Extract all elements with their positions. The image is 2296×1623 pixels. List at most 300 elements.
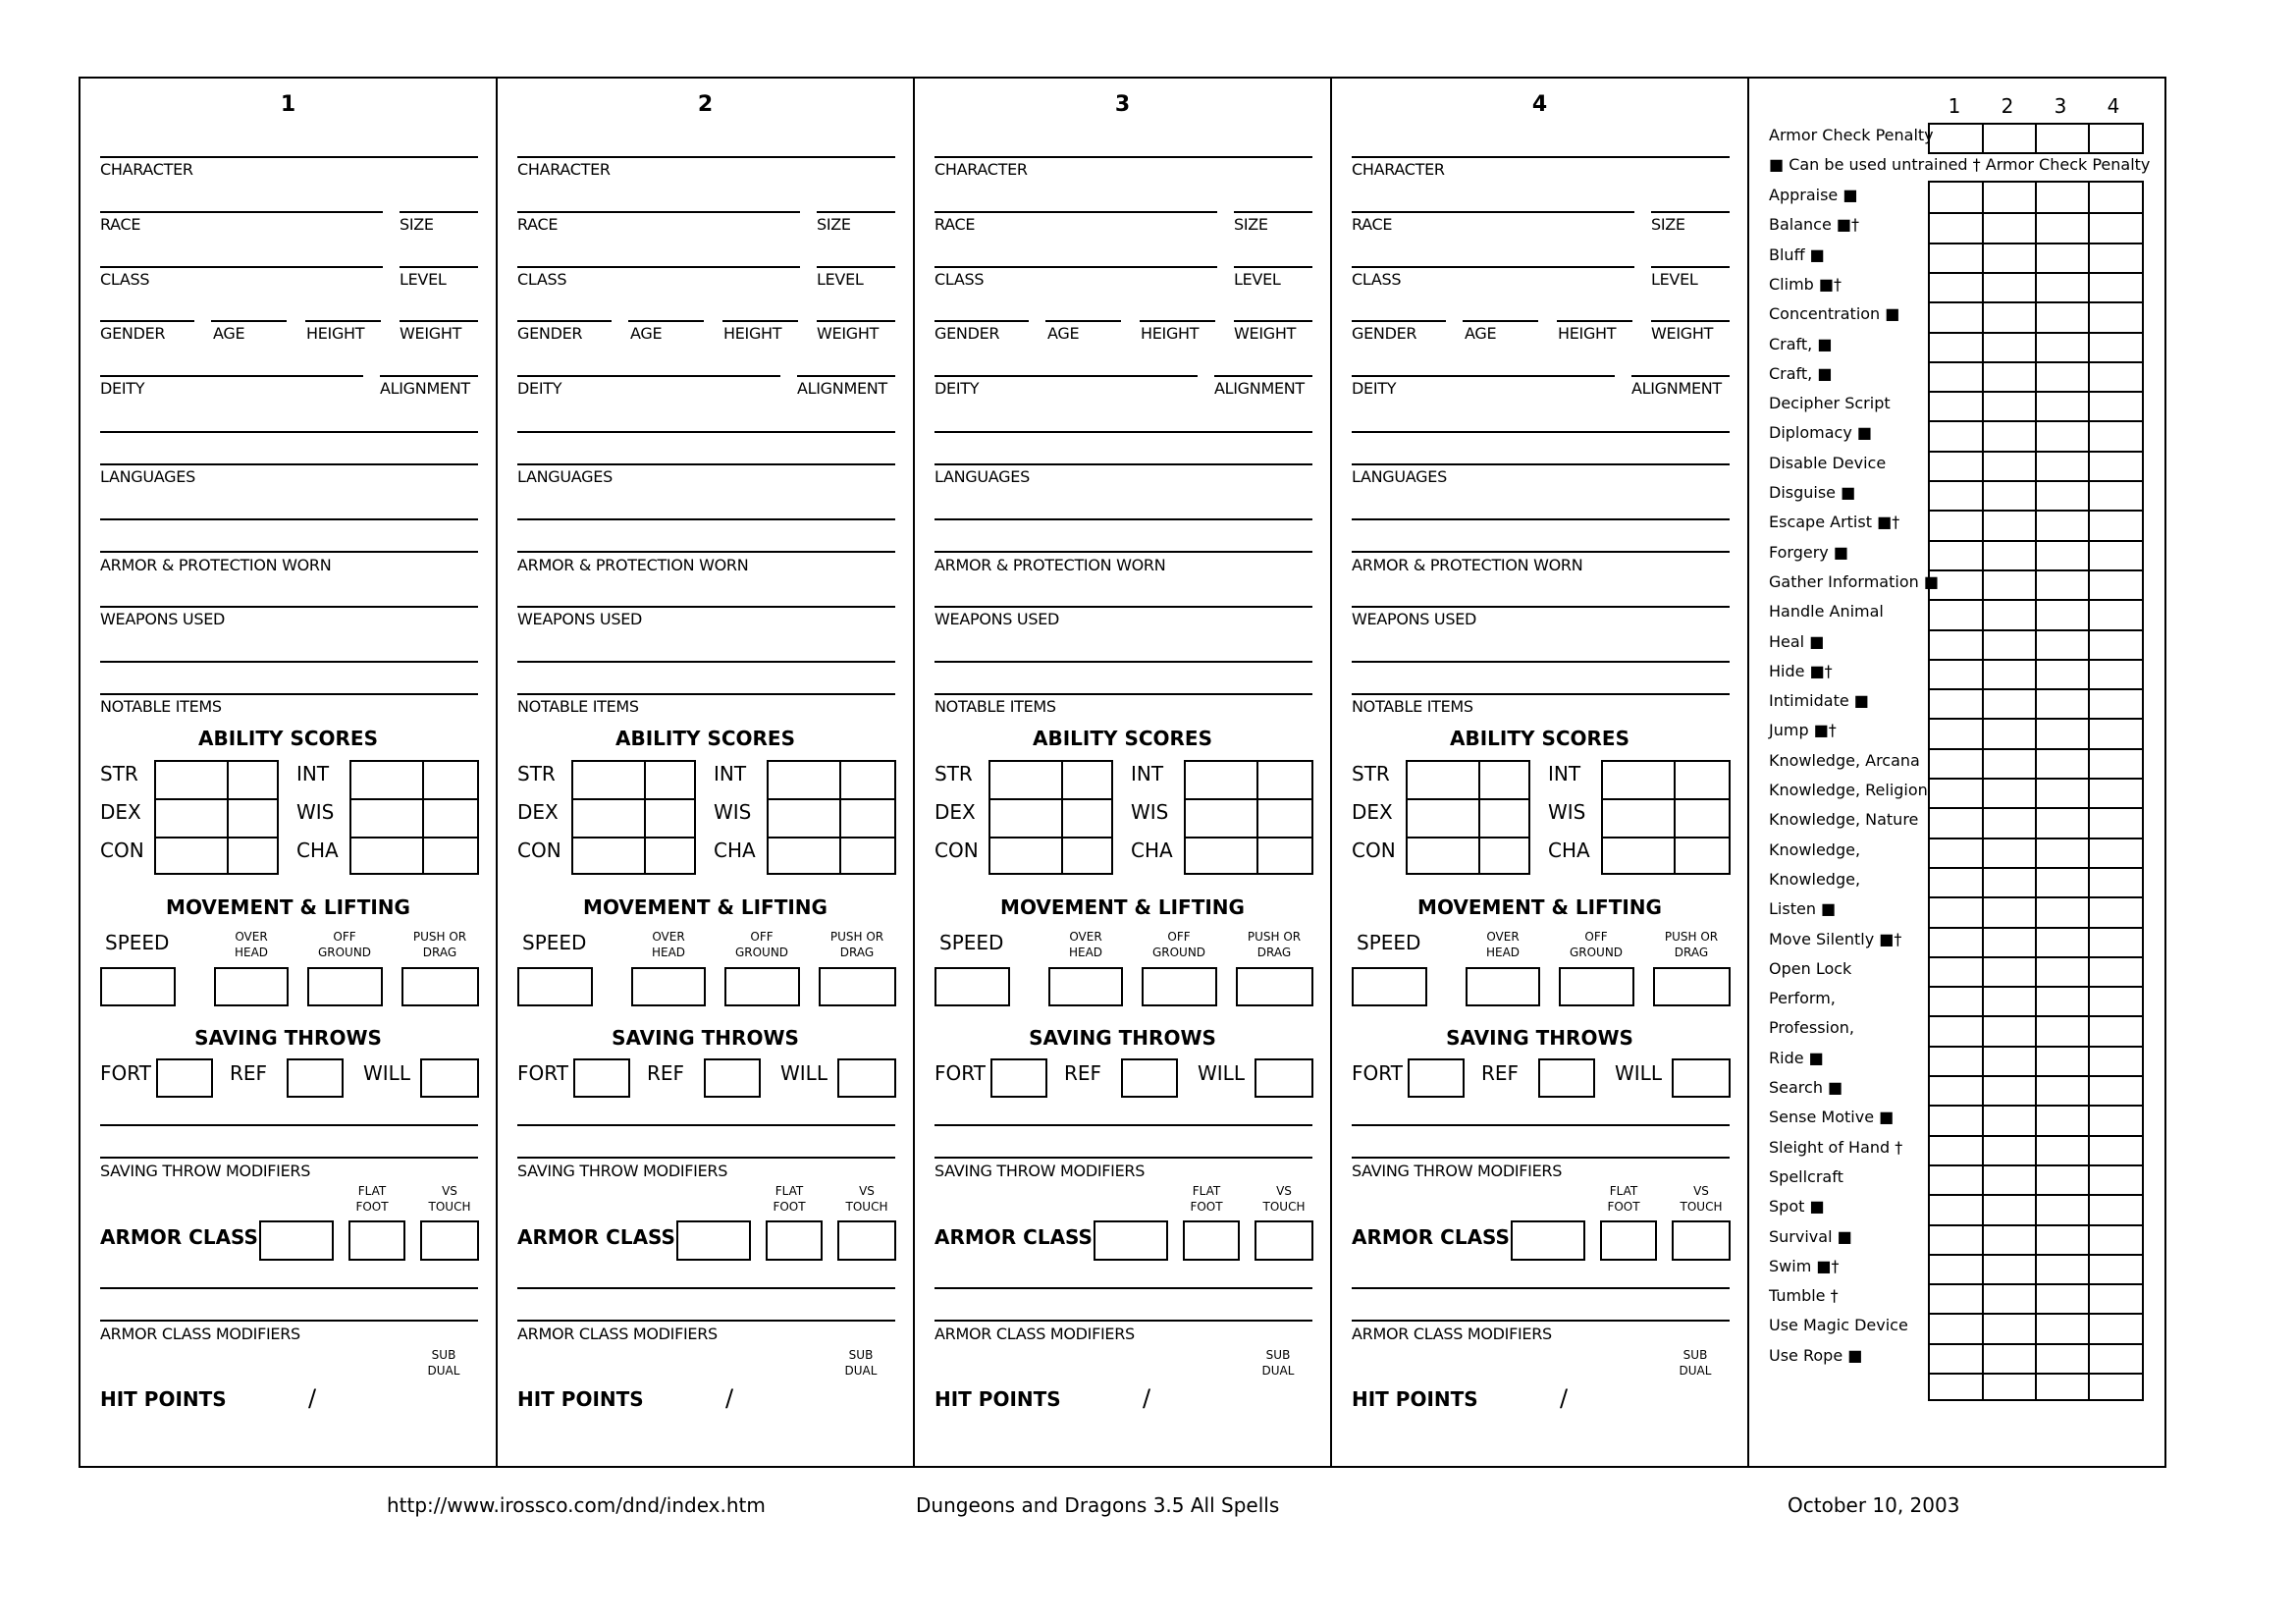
deity-line[interactable] [100,375,363,377]
blank-line[interactable] [100,661,478,663]
speed-box[interactable] [934,967,1010,1006]
mental-ability-grid[interactable] [767,760,896,875]
over-head-box[interactable] [1466,967,1540,1006]
ac-modifiers-line[interactable] [1352,1320,1730,1322]
off-ground-label [307,929,382,960]
ac-modifiers-line[interactable] [100,1320,478,1322]
deity-line[interactable] [517,375,780,377]
mental-ability-grid[interactable] [349,760,479,875]
weapons-line[interactable] [100,606,478,608]
weapons-label: WEAPONS USED [517,610,643,628]
age-line[interactable] [211,320,287,322]
wis-label: WIS [714,800,752,824]
sub-text: SUB [1265,1348,1291,1362]
height-line[interactable] [1140,320,1215,322]
flat-foot-box[interactable] [766,1220,823,1261]
character-label: CHARACTER [1352,160,1445,179]
cha-label: CHA [1131,839,1173,862]
ref-box[interactable] [287,1058,344,1098]
dual-text: DUAL [1679,1364,1712,1378]
wis-label: WIS [1548,800,1586,824]
armor-class-box[interactable] [1094,1220,1168,1261]
wis-label: WIS [296,800,335,824]
grid-divider [1930,599,2142,601]
grid-divider [1061,762,1063,873]
ref-box[interactable] [1121,1058,1178,1098]
notable-items-line[interactable] [934,693,1312,695]
armor-worn-label: ARMOR & PROTECTION WORN [517,556,749,574]
over-head-box[interactable] [1048,967,1123,1006]
skill-name: Appraise ■ [1769,186,1858,204]
class-label: CLASS [934,270,985,289]
fort-label: FORT [100,1061,151,1085]
sub-text: SUB [431,1348,456,1362]
physical-ability-grid[interactable] [571,760,696,875]
skill-name: Intimidate ■ [1769,691,1869,711]
off-ground-box[interactable] [1559,967,1634,1006]
dex-label: DEX [934,800,976,824]
skill-name: Disable Device [1769,453,1887,472]
weapons-label: WEAPONS USED [934,610,1060,628]
dex-label: DEX [1352,800,1393,824]
class-label: CLASS [517,270,567,289]
grid-divider [1930,1313,2142,1315]
sub-dual-label [1249,1347,1308,1379]
blank-line[interactable] [100,1124,478,1126]
grid-divider [1930,1373,2142,1375]
blank-line[interactable] [934,1124,1312,1126]
gender-line[interactable] [100,320,194,322]
over-head-label [214,929,289,960]
grid-divider [1930,867,2142,869]
dual-text: DUAL [1261,1364,1295,1378]
blank-line[interactable] [517,1124,895,1126]
character-line[interactable] [1352,156,1730,158]
fort-box[interactable] [1408,1058,1465,1098]
save-modifiers-label: SAVING THROW MODIFIERS [1352,1162,1563,1180]
weapons-label: WEAPONS USED [1352,610,1477,628]
hit-points-slash: / [725,1384,734,1412]
blank-line[interactable] [517,661,895,663]
blank-line[interactable] [100,431,478,433]
push-text: PUSH OR [1247,930,1302,944]
grid-divider [1930,301,2142,303]
size-line[interactable] [400,211,478,213]
blank-line[interactable] [1352,518,1730,520]
level-label: LEVEL [1651,270,1698,289]
flat-foot-label [1178,1183,1235,1215]
grid-divider [1930,956,2142,958]
skill-name: Tumble † [1769,1286,1839,1306]
race-line[interactable] [100,211,383,213]
languages-line[interactable] [517,463,895,465]
weight-label: WEIGHT [1651,324,1714,343]
save-modifiers-line[interactable] [100,1157,478,1159]
touch-text: TOUCH [1262,1200,1306,1214]
size-line[interactable] [1651,211,1730,213]
level-line[interactable] [400,266,478,268]
character-label: CHARACTER [517,160,611,179]
age-line[interactable] [628,320,704,322]
weapons-line[interactable] [934,606,1312,608]
race-line[interactable] [934,211,1217,213]
flat-foot-box[interactable] [1183,1220,1240,1261]
notable-items-line[interactable] [517,693,895,695]
grid-divider [1930,986,2142,988]
grid-divider [422,762,424,873]
column-number: 1 [280,92,296,117]
armor-worn-line[interactable] [517,551,895,553]
grid-divider [1930,838,2142,839]
blank-line[interactable] [517,518,895,520]
notable-items-line[interactable] [1352,693,1730,695]
skill-name: Forgery ■ [1769,542,1848,562]
blank-line[interactable] [934,518,1312,520]
grid-divider [573,837,694,839]
saving-throws-heading: SAVING THROWS [612,1026,799,1050]
gender-line[interactable] [517,320,612,322]
level-line[interactable] [1234,266,1312,268]
off-ground-label [724,929,799,960]
class-line[interactable] [934,266,1217,268]
ground-text: GROUND [734,946,789,959]
head-text: HEAD [234,946,269,959]
int-label: INT [1131,762,1164,785]
race-line[interactable] [1352,211,1634,213]
speed-label: SPEED [939,931,1004,954]
blank-line[interactable] [1352,431,1730,433]
flat-foot-label [761,1183,818,1215]
gender-label: GENDER [517,324,583,343]
off-ground-box[interactable] [307,967,383,1006]
blank-line[interactable] [1352,1287,1730,1289]
blank-line[interactable] [934,431,1312,433]
save-modifiers-line[interactable] [1352,1157,1730,1159]
dex-label: DEX [100,800,141,824]
gender-line[interactable] [1352,320,1446,322]
grid-divider [573,798,694,800]
grid-divider [1930,778,2142,780]
ref-box[interactable] [704,1058,761,1098]
weapons-line[interactable] [517,606,895,608]
level-label: LEVEL [817,270,864,289]
gender-label: GENDER [100,324,166,343]
age-label: AGE [213,324,245,343]
int-label: INT [714,762,747,785]
skill-name: Move Silently ■† [1769,929,1902,948]
grid-divider [1930,688,2142,690]
push-drag-label [1653,929,1730,960]
ref-label: REF [230,1061,268,1085]
level-label: LEVEL [1234,270,1281,289]
armor-class-box[interactable] [1511,1220,1585,1261]
blank-line[interactable] [517,1287,895,1289]
grid-divider [1256,762,1258,873]
flat-foot-box[interactable] [348,1220,405,1261]
fort-label: FORT [517,1061,568,1085]
race-line[interactable] [517,211,800,213]
armor-worn-line[interactable] [1352,551,1730,553]
push-drag-box[interactable] [401,967,479,1006]
class-label: CLASS [1352,270,1402,289]
skill-name: Disguise ■ [1769,483,1856,502]
movement-heading: MOVEMENT & LIFTING [166,895,410,919]
fort-label: FORT [1352,1061,1403,1085]
will-box[interactable] [837,1058,896,1098]
grid-divider [1186,837,1311,839]
fort-box[interactable] [573,1058,630,1098]
ac-modifiers-line[interactable] [517,1320,895,1322]
grid-divider [1930,1343,2142,1345]
skill-name: Decipher Script [1769,394,1891,413]
armor-worn-label: ARMOR & PROTECTION WORN [1352,556,1583,574]
ac-modifiers-line[interactable] [934,1320,1312,1322]
skills-column-4: 4 [2107,94,2120,118]
skills-legend: ■ Can be used untrained † Armor Check Penalty [1769,155,2151,174]
mental-ability-grid[interactable] [1601,760,1731,875]
speed-box[interactable] [1352,967,1427,1006]
blank-line[interactable] [934,661,1312,663]
will-label: WILL [780,1061,828,1085]
foot-text: FOOT [1190,1200,1223,1214]
age-line[interactable] [1045,320,1121,322]
grid-divider [1930,510,2142,512]
gender-line[interactable] [934,320,1029,322]
notable-items-label: NOTABLE ITEMS [517,697,639,716]
cha-label: CHA [1548,839,1590,862]
height-line[interactable] [722,320,798,322]
save-modifiers-line[interactable] [934,1157,1312,1159]
blank-line[interactable] [1352,1124,1730,1126]
age-line[interactable] [1463,320,1538,322]
touch-text: TOUCH [428,1200,471,1214]
notable-items-label: NOTABLE ITEMS [934,697,1056,716]
alignment-line[interactable] [380,375,478,377]
grid-divider [2035,183,2037,1399]
race-label: RACE [100,215,141,234]
skills-column-3: 3 [2054,94,2067,118]
ref-box[interactable] [1538,1058,1595,1098]
str-label: STR [100,762,138,785]
touch-text: TOUCH [845,1200,888,1214]
push-drag-box[interactable] [1236,967,1313,1006]
grid-divider [1930,1164,2142,1166]
hit-points-label: HIT POINTS [1352,1387,1478,1411]
skill-name: Handle Animal [1769,602,1884,622]
off-ground-label [1559,929,1633,960]
character-column-1 [80,79,498,1466]
weight-line[interactable] [1234,320,1312,322]
save-modifiers-label: SAVING THROW MODIFIERS [517,1162,728,1180]
ability-scores-heading: ABILITY SCORES [1450,727,1629,750]
off-ground-box[interactable] [724,967,800,1006]
grid-divider [1930,540,2142,542]
deity-line[interactable] [934,375,1198,377]
skills-column-2: 2 [2001,94,2014,118]
blank-line[interactable] [934,1287,1312,1289]
armor-worn-line[interactable] [100,551,478,553]
will-box[interactable] [1255,1058,1313,1098]
character-label: CHARACTER [100,160,193,179]
languages-line[interactable] [1352,463,1730,465]
grid-divider [1930,896,2142,898]
sub-dual-label [414,1347,473,1379]
character-line[interactable] [517,156,895,158]
over-head-label [1048,929,1123,960]
size-label: SIZE [400,215,434,234]
height-label: HEIGHT [1558,324,1617,343]
skill-name: Perform, [1769,989,1836,1008]
ref-label: REF [1064,1061,1102,1085]
alignment-line[interactable] [1214,375,1312,377]
character-column-3 [915,79,1332,1466]
armor-worn-label: ARMOR & PROTECTION WORN [100,556,332,574]
languages-line[interactable] [100,463,478,465]
armor-class-label: ARMOR CLASS [100,1225,258,1249]
physical-ability-grid[interactable] [1406,760,1530,875]
weapons-line[interactable] [1352,606,1730,608]
armor-class-box[interactable] [676,1220,751,1261]
skills-panel [1749,79,2166,1466]
race-label: RACE [517,215,559,234]
grid-divider [1930,420,2142,422]
class-line[interactable] [100,266,383,268]
speed-label: SPEED [1357,931,1421,954]
ability-scores-heading: ABILITY SCORES [615,727,795,750]
flat-foot-label [344,1183,400,1215]
blank-line[interactable] [1352,661,1730,663]
over-head-label [631,929,706,960]
grid-divider [1930,361,2142,363]
head-text: HEAD [651,946,686,959]
blank-line[interactable] [517,431,895,433]
over-text: OVER [652,930,685,944]
vs-touch-box[interactable] [1255,1220,1313,1261]
hit-points-label: HIT POINTS [100,1387,227,1411]
will-label: WILL [1198,1061,1245,1085]
notable-items-line[interactable] [100,693,478,695]
blank-line[interactable] [100,1287,478,1289]
grid-divider [1930,748,2142,750]
grid-divider [1930,212,2142,214]
push-drag-box[interactable] [1653,967,1731,1006]
skill-name: Bluff ■ [1769,244,1825,264]
alignment-line[interactable] [797,375,895,377]
alignment-line[interactable] [1631,375,1730,377]
deity-line[interactable] [1352,375,1615,377]
footer-url[interactable]: http://www.irossco.com/dnd/index.htm [387,1493,766,1517]
will-box[interactable] [420,1058,479,1098]
character-line[interactable] [100,156,478,158]
vs-touch-box[interactable] [420,1220,479,1261]
off-ground-box[interactable] [1142,967,1217,1006]
acp-row[interactable] [1928,123,2144,154]
weight-line[interactable] [1651,320,1730,322]
save-modifiers-label: SAVING THROW MODIFIERS [100,1162,311,1180]
over-head-box[interactable] [214,967,289,1006]
fort-box[interactable] [990,1058,1047,1098]
vs-touch-box[interactable] [837,1220,896,1261]
size-line[interactable] [1234,211,1312,213]
height-line[interactable] [305,320,381,322]
acp-label: Armor Check Penalty [1769,126,1934,144]
level-line[interactable] [817,266,895,268]
vs-touch-box[interactable] [1672,1220,1731,1261]
vs-touch-label [1672,1183,1731,1215]
grid-divider [1930,391,2142,393]
mental-ability-grid[interactable] [1184,760,1313,875]
fort-box[interactable] [156,1058,213,1098]
weight-line[interactable] [400,320,478,322]
physical-ability-grid[interactable] [988,760,1113,875]
notable-items-label: NOTABLE ITEMS [100,697,222,716]
height-line[interactable] [1557,320,1632,322]
character-line[interactable] [934,156,1312,158]
character-sheet [79,77,2166,1468]
save-modifiers-line[interactable] [517,1157,895,1159]
off-text: OFF [333,930,356,944]
flat-foot-box[interactable] [1600,1220,1657,1261]
speed-box[interactable] [517,967,593,1006]
gender-label: GENDER [934,324,1000,343]
physical-ability-grid[interactable] [154,760,279,875]
grid-divider [1930,1135,2142,1137]
grid-divider [1930,1046,2142,1048]
vs-text: VS [859,1184,875,1198]
class-line[interactable] [1352,266,1634,268]
will-box[interactable] [1672,1058,1731,1098]
level-line[interactable] [1651,266,1730,268]
alignment-label: ALIGNMENT [1214,379,1305,398]
armor-worn-line[interactable] [934,551,1312,553]
push-text: PUSH OR [1664,930,1719,944]
ac-modifiers-label: ARMOR CLASS MODIFIERS [517,1325,718,1343]
hit-points-slash: / [1560,1384,1569,1412]
blank-line[interactable] [100,518,478,520]
skill-name: Concentration ■ [1769,304,1900,324]
age-label: AGE [630,324,663,343]
hit-points-slash: / [308,1384,317,1412]
grid-divider [1930,1105,2142,1107]
sub-dual-label [831,1347,890,1379]
age-label: AGE [1047,324,1080,343]
head-text: HEAD [1068,946,1103,959]
over-head-box[interactable] [631,967,706,1006]
grid-divider [156,798,277,800]
class-line[interactable] [517,266,800,268]
off-text: OFF [1584,930,1608,944]
skill-name: Spot ■ [1769,1197,1825,1217]
skill-ranks-grid[interactable] [1928,181,2144,1401]
grid-divider [839,762,841,873]
skill-name: Search ■ [1769,1078,1843,1097]
ground-text: GROUND [317,946,372,959]
armor-class-label: ARMOR CLASS [1352,1225,1510,1249]
grid-divider [1408,798,1528,800]
weight-line[interactable] [817,320,895,322]
save-modifiers-label: SAVING THROW MODIFIERS [934,1162,1146,1180]
int-label: INT [1548,762,1581,785]
sub-dual-label [1666,1347,1725,1379]
push-drag-box[interactable] [819,967,896,1006]
column-number: 3 [1114,92,1131,117]
size-line[interactable] [817,211,895,213]
skill-name: Use Magic Device [1769,1316,1908,1335]
speed-box[interactable] [100,967,176,1006]
languages-line[interactable] [934,463,1312,465]
hit-points-slash: / [1143,1384,1151,1412]
armor-class-box[interactable] [259,1220,334,1261]
